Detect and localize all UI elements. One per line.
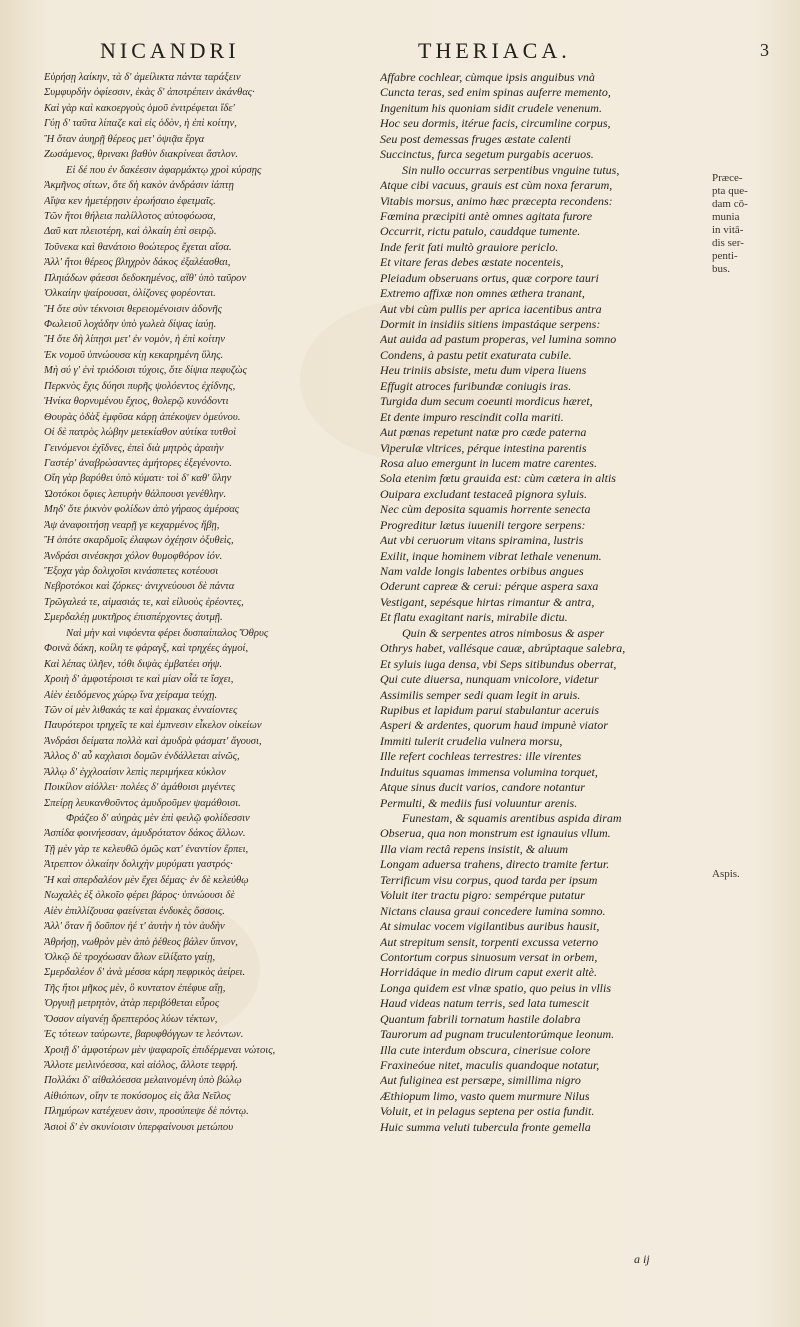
text-line: Παυρότεροι τρηχεῖς τε καὶ ἐμπνεσιν εἶκελον οἰκείων (44, 720, 262, 732)
text-line: Terrificum visu corpus, quod tarda per ipsum (380, 872, 598, 887)
text-line: Τοῦνεκα καὶ θανάτοιο θοώτερος ἔχεται αἴσα. (44, 241, 232, 253)
margin-note-line: dis ser- (712, 237, 744, 249)
text-line: Atque sinus ducit varios, candore notantur (380, 780, 585, 795)
text-line: Longa quidem est vlnæ spatio, quo peius in vllis (380, 980, 611, 995)
text-line: Fœmina præcipiti antè omnes agitata furore (380, 208, 593, 223)
text-line: Ναὶ μὴν καὶ νιφόεντα φέρει δυσπαίπαλος Ὄθρυς (66, 627, 269, 639)
text-line: Εἰ δέ που ἐν δακέεσιν ἀφαρμάκτῳ χροὶ κύρσῃς (66, 164, 262, 176)
text-line: Αἰθιόπων, οἵην τε ποκύσομος εἰς ἅλα Νεῖλος (44, 1090, 231, 1102)
text-line: Ἀλλ' ἤτοι θέρεος βληχρὸν δάκος ἐξαλέασθαι, (44, 257, 231, 269)
text-line: Χροιῇ δ' ἀμφοτέρων μὲν ψαφαροῖς ἐπιδέρμεναι νώτοις, (44, 1044, 276, 1056)
text-line: Ἢ καὶ σπερδαλέον μὲν ἔχει δέμας· ἐν δὲ κελεύθῳ (44, 874, 249, 886)
text-line: Ἄλλῳ δ' ἐγχλοαίσιν λεπὶς περιμήκεα κύκλον (44, 766, 226, 778)
text-line: Ποικίλον αἰόλλει· πολέες δ' ἀμάθοισι μιγέντες (44, 782, 236, 794)
text-line: Αἰὲν ἐειδόμενος χώρῳ ἵνα χείραμα τεύχῃ. (44, 689, 218, 701)
text-line: Et vitare feras debes æstate nocenteis, (380, 255, 564, 270)
text-line: Συμφυρδὴν ὀφίεσσιν, ἑκὰς δ' ἀποτρέπειν ἀκάνθας· (44, 87, 255, 99)
text-line: Νεβροτόκοι καὶ ζόρκες· ἀνιχνεύουσι δὲ πάντα (44, 581, 235, 593)
page-number: 3 (760, 40, 769, 60)
text-line: Atque cibi vacuus, grauis est cùm noxa ferarum, (380, 178, 613, 193)
text-line: Ἢ ὅτε σὺν τέκνοισι θερειομένοισιν ἀδονῆς (44, 303, 222, 315)
margin-note-line: munia (712, 211, 740, 223)
text-line: Fraxineóue nitet, maculis quandoque notatur, (380, 1058, 600, 1072)
text-line: Vitabis morsus, animo hæc præcepta recondens: (380, 193, 613, 208)
text-line: Induitus squamas immensa volumina torquet, (380, 764, 598, 779)
text-line: Τῶν ἤτοι θήλεια παλίλλοτος αὐτοφόωσα, (44, 210, 216, 222)
text-line: Εὑρήσῃ λαίκην, τὰ δ' ἀμείλικτα πάντα ταράξειν (44, 72, 241, 83)
text-line: Ἄλλος δ' αὖ καχλαισι δομῶν ἐνδάλλεται αἰνῶς, (44, 751, 240, 763)
text-line: Sola etenim fœtu grauida est: cùm cætera in altis (380, 471, 616, 486)
text-line: Voluit, et in pelagus septena per ostia fundit. (380, 1104, 595, 1119)
text-line: Ille refert cochleas terrestres: ille virentes (380, 749, 582, 764)
text-line: Et syluis iuga densa, vbi Seps sitibundus oberrat, (380, 656, 617, 671)
text-line: Τῇ μὲν γὰρ τε κελευθῶ ὁμῶς κατ' ἐναντίον ἕρπει, (44, 843, 249, 855)
text-line: Hoc seu dormis, itérue facis, circumline corpus, (380, 116, 611, 131)
text-line: Voluit iter tractu pigro: sempérque putatur (380, 888, 585, 903)
text-line: Quin & serpentes atros nimbosus & asper (402, 625, 605, 640)
text-line: Huic summa veluti tubercula fronte gemella (380, 1119, 591, 1134)
text-line: Χροιὴ δ' ἀμφοτέροισι τε καὶ μίαν οἷά τε ἴσχει, (44, 674, 234, 686)
text-line: Vestigant, sepésque hirtas rimantur & antra, (380, 594, 595, 609)
margin-note-line: bus. (712, 263, 731, 275)
text-line: Τρῶγαλεά τε, αἱμασιάς τε, καὶ εἰλυοὺς ἐρέοντες, (44, 596, 244, 608)
text-line: Οἴη γὰρ βαρύθει ὑπὸ κύματι· τοὶ δ' καθ' ὕλην (44, 473, 232, 485)
latin-text-column (380, 70, 680, 1135)
text-line: Γεινόμενοι ἐχῖδνες, ἐπεὶ διὰ μητρὸς ἀραιὴν (44, 442, 224, 454)
text-line: Permulti, & mediis fusi voluuntur arenis. (380, 795, 578, 810)
text-line: Aut fuliginea est persæpe, simillima nigro (380, 1073, 581, 1088)
text-line: Succinctus, furca segetum purgabis aceruos. (380, 147, 594, 162)
text-line: Aut vbi ceruorum vitans spiramina, lustris (380, 533, 584, 548)
text-line: Effugit atroces furibundæ coniugis iras. (380, 378, 572, 393)
text-line: Occurrit, rictu patulo, cauddque tumente. (380, 224, 581, 239)
text-line: Inde ferit fati multò grauiore periclo. (380, 239, 559, 254)
text-line: Æthiopum limo, vasto quem murmure Nilus (380, 1088, 590, 1103)
text-line: Aut auida ad pastum properas, vel lumina somno (380, 332, 617, 347)
text-line: Ὅσσον αἰγανέῃ δρεπτερόος λύων τέκτων, (44, 1013, 218, 1025)
text-line: Ἐς τότεων ταύρωντε, βαρυφθόγγων τε λεόντων. (44, 1029, 244, 1041)
text-line: Funestam, & squamis arentibus aspida diram (402, 811, 622, 825)
text-line: Aut strepitum sensit, torpenti excussa veterno (380, 934, 599, 949)
text-line: Dormit in insidiis sitiens impastáque serpens: (380, 317, 601, 331)
text-line: Heu triniis absiste, metu dum vipera liuens (380, 363, 587, 378)
text-line: Affabre cochlear, cùmque ipsis anguibus vnà (380, 70, 595, 84)
text-line: Et flatu exagitant naris, mirabile dictu. (380, 610, 568, 625)
text-line: Ὠοτόκοι ὄφιες λεπυρὴν θάλπουσι γενέθλην. (44, 488, 227, 500)
margin-note-line: pta que- (712, 185, 748, 197)
text-line: Ἀσιοὶ δ' ἐν σκυνίοισιν ὑπερφαίνουσι μετώπου (44, 1121, 234, 1133)
text-line: Ἡνίκα θορνυμένου ἔχιος, θολερῷ κυνόδοντι (44, 396, 229, 408)
text-line: Οἱ δὲ πατρὸς λώβην μετεκίαθον αὐτίκα τυτθοὶ (44, 427, 237, 439)
text-line: Περκνὸς ἔχις δύησι πυρῆς ψολόεντος ἐχίδνης, (44, 380, 236, 392)
text-line: Turgida dum secum coeunti mordicus hæret, (380, 394, 593, 409)
text-line: Illa cute interdum obscura, cinerisue colore (380, 1042, 591, 1057)
text-line: Μηδ' ὅτε ῥικνὸν φολίδων ἀπὸ γήραος ἀμέρσας (44, 504, 240, 516)
text-line: Ἢ ὅταν ἀυηρῇ θέρεος μετ' ὀψιᾷα ἔργα (44, 133, 205, 145)
text-line: Σπείρῃ λευκανθοῦντος ἀμυδροῦμεν ψαμάθοισι. (44, 797, 241, 809)
text-line: Ἀψ ἀναφοιτήσῃ νεαρῇ γε κεχαρμένος ἥβῃ, (44, 519, 220, 531)
text-line: Ἀλλ' ὅταν ἢ δοῦπον ἠέ τ' ἀυτὴν ἡ τὸν ἀυδὴν (44, 921, 225, 933)
text-line: Πληιάδων φάεσσι δεδοκημένος, αἵθ' ὑπὸ ταῦρον (44, 272, 247, 284)
text-line: Immiti tulerit crudelia vulnera morsu, (380, 733, 563, 748)
text-line: Contortum corpus sinuosum versat in orbem, (380, 949, 598, 964)
text-line: Γύῃ δ' ταῦτα λίπαζε καὶ εἰς ὁδὸν, ἡ ἐπὶ κοίτην, (44, 118, 237, 130)
text-line: Extremo affixæ non omnes æthera tranant, (380, 286, 585, 301)
text-line: Ἀτρεπτον ὀλκαίην δολιχὴν μυρύματι γαστρός· (44, 859, 233, 871)
text-line: Θουρὰς ὀδὰξ ἐμφῦσα κάρῃ ἀπέκοψεν ὁμεύνου. (44, 411, 241, 423)
text-line: Φωλειοῦ λοχάδην ὑπὸ γωλεὰ δίψας ἰαύῃ. (44, 319, 217, 330)
text-line: Ouipara excludant testaceâ pignora syluis. (380, 486, 587, 501)
text-line: Ἢ ὅτε δὴ λίπῃσι μετ' ἐν νομὸν, ἡ ἐπὶ κοίτην (44, 334, 225, 346)
text-line: Γαστέρ' ἀναβρώσαντες ἀμήτορες ἐξεγένοντο. (44, 457, 232, 469)
text-line: Exilit, inque hominem vibrat lethale venenum. (380, 548, 602, 563)
greek-text-column (44, 70, 362, 1135)
text-line: Μὴ σύ γ' ἐνὶ τριόδοισι τύχοις, ὅτε δίψια πεφυζὼς (44, 365, 247, 377)
text-line: Viperulæ vltrices, pérque intestina parentis (380, 440, 587, 455)
text-line: Ὀργυιῇ μετρητὸν, ἀτὰρ περιβόθεται εὖρος (44, 998, 220, 1010)
text-line: Τῆς ἤτοι μῆκος μὲν, ὃ κυντατον ἐπέφυε αἴῃ, (44, 982, 226, 994)
text-line: Ἀκμῆνος σίτων, ὅτε δὴ κακὸν ἀνδράσιν ἰάπτῃ (44, 180, 234, 192)
text-line: Nam valde longis labentes orbibus angues (380, 564, 584, 578)
text-line: Ὀλκῷ δὲ τροχόωσαν ἄλων εἰλίξατο γαίῃ, (44, 951, 216, 963)
text-line: Αἰὲν ἐπιλλίζουσα φαείνεται ἐνδυκὲς ὄσσοις. (44, 905, 225, 917)
text-line: Rosa aluo emergunt in lucem matre carentes. (380, 455, 597, 470)
text-line: Sin nullo occurras serpentibus vnguine tutus, (402, 162, 620, 177)
text-line: Assimilis semper sedi quam legit in aruis. (380, 687, 581, 702)
text-line: Haud videas natum terris, sed lata tumescit (380, 996, 589, 1011)
text-line: Πολλάκι δ' αἰθαλόεσσα μελαινομένη ὑπὸ βώλῳ (44, 1075, 242, 1087)
text-line: Othrys habet, vallésque cauæ, abrúptaque salebra, (380, 641, 626, 656)
text-line: Σμερδαλέῃ μυκτῆρος ἐπισπέρχοντες ἀυτμῇ. (44, 612, 223, 624)
text-line: Νωχαλὲς ἐξ ὀλκοῖο φέρει βάρος· ὑπνώουσι δὲ (44, 890, 235, 902)
text-line: Quantum fabrili tornatum hastile dolabra (380, 1011, 581, 1026)
text-line: Ἐκ νομοῦ ὑπνώουσα κίῃ κεκαρημένη ὕλης. (44, 349, 224, 361)
text-line: Ἀνδράσι σινέσκῃσι χόλον θυμοφθόρον ἰόν. (44, 550, 223, 562)
margin-note-line: penti- (712, 250, 738, 262)
margin-note-line: Præce- (712, 172, 743, 184)
margin-note-line: in vitā- (712, 224, 744, 236)
running-head-right: THERIACA. (418, 38, 571, 63)
text-line: Ἄλλοτε μειλινόεσσα, καὶ αἰόλος, ἄλλοτε τεφρή. (44, 1060, 238, 1071)
text-line: Obserua, qua non monstrum est ignauius vllum. (380, 826, 611, 841)
text-line: Oderunt capreæ & cerui: pérque aspera saxa (380, 579, 599, 594)
text-line: Ἀθρήσῃ, νωθρὸν μὲν ἀπὸ ῥέθεος βάλεν ὕπνον, (44, 936, 238, 948)
signature-mark: a ij (634, 1252, 650, 1266)
text-line: Pleiadum obseruans ortus, quæ corpore tauri (380, 270, 599, 285)
text-line: Seu post demessas fruges æstate calenti (380, 131, 571, 146)
text-line: Qui cute diuersa, nunquam vnicolore, videtur (380, 672, 599, 687)
margin-note-line: dam cō- (712, 198, 748, 210)
text-line: Αἴψα κεν ἡμετέρῃσιν ἐρωήσαιο ἐφετμαῖς. (44, 195, 216, 207)
text-line: Rupibus et lapidum parui stabulantur aceruis (380, 702, 599, 717)
text-line: Καὶ γὰρ καὶ κακοεργοὺς ὁμοῦ ἐνιτρέφεται ἴδε' (44, 102, 235, 114)
text-line: Ἢ ὁπότε σκαρδμοῖς ἐλαφων ὀχέῃσιν ὀξυθεὶς, (44, 535, 234, 547)
margin-note-aspis: Aspis. (712, 868, 740, 880)
text-line: Aut vbi cùm pullis per aprica iacentibus antra (380, 301, 602, 316)
text-line: Ἔξοχα γὰρ δολιχοῖσι κινάσπετες κοτέουσι (44, 566, 219, 577)
margin-note-precepts (712, 172, 772, 276)
text-line: Φράζεο δ' αὐηρὰς μὲν ἐπὶ φειλῷ φολίδεσσιν (66, 813, 250, 824)
text-line: Aut pœnas repetunt natæ pro cæde paterna (380, 425, 587, 440)
text-line: Καὶ λέπας ὑλῆεν, τόθι διψὰς ἐμβατέει σήψ. (44, 658, 222, 670)
text-line: Nictans clausa graui concedere lumina somno. (380, 903, 606, 918)
text-line: Δαῦ κατ πλειοτέρη, καὶ ὀλκαίη ἐπὶ σειρῷ. (44, 226, 217, 238)
text-line: Cuncta teras, sed enim spinas auferre memento, (380, 85, 611, 100)
text-line: Longam aduersa trahens, directo tramite fertur. (380, 857, 610, 872)
text-line: Progreditur lætus iuuenili tergore serpens: (380, 517, 586, 532)
text-line: At simulac vocem vigilantibus auribus hausit, (380, 919, 600, 934)
text-line: Illa viam rectâ repens insistit, & aluum (380, 841, 569, 856)
text-line: Φοινὰ δάκη, κοίλη τε φάραγξ, καὶ τρηχέες ἀγμοί, (44, 643, 249, 655)
text-line: Πλημύρων κατέχευεν ἀσιν, προσύπεψε δὲ πόντῳ. (44, 1106, 249, 1118)
text-line: Ἀσπίδα φοινήεσσαν, ἀμυδρότατον δάκος ἄλλων. (44, 828, 246, 840)
text-line: Nec cùm deposita squamis horrente senecta (380, 502, 591, 517)
text-line: Et dente impuro rescindit colla mariti. (380, 409, 564, 424)
text-line: Horridáque in medio dirum caput exerit altè. (380, 965, 597, 980)
text-line: Taurorum ad pugnam truculentorúmque leonum. (380, 1027, 615, 1042)
text-line: Σμερδαλέον δ' ἀνὰ μέσσα κάρη πεφρικὸς ἀείρει. (44, 967, 246, 979)
text-line: Τῶν οἱ μὲν λιθακάς τε καὶ ἑρμακας ἐνναίοντες (44, 704, 238, 716)
text-line: Asperi & ardentes, quorum haud impunè viator (380, 718, 608, 733)
text-line: Ἀνδράσι δείματα πολλὰ καὶ ἀμυδρὰ φάσματ' ἄγουσι, (44, 735, 262, 747)
text-line: Ὀλκαίην ψαίρουσαι, ὀλίζονες φορέονται. (44, 288, 216, 300)
text-line: Ingenitum his quoniam sidit crudele venenum. (380, 100, 602, 115)
text-line: Ζωσάμενος, θρινακι βαθὺν διακρίνεαι ἄστλον. (44, 149, 239, 161)
running-head-left: NICANDRI (100, 38, 240, 63)
text-line: Condens, à pastu petit exaturata cubile. (380, 347, 572, 362)
